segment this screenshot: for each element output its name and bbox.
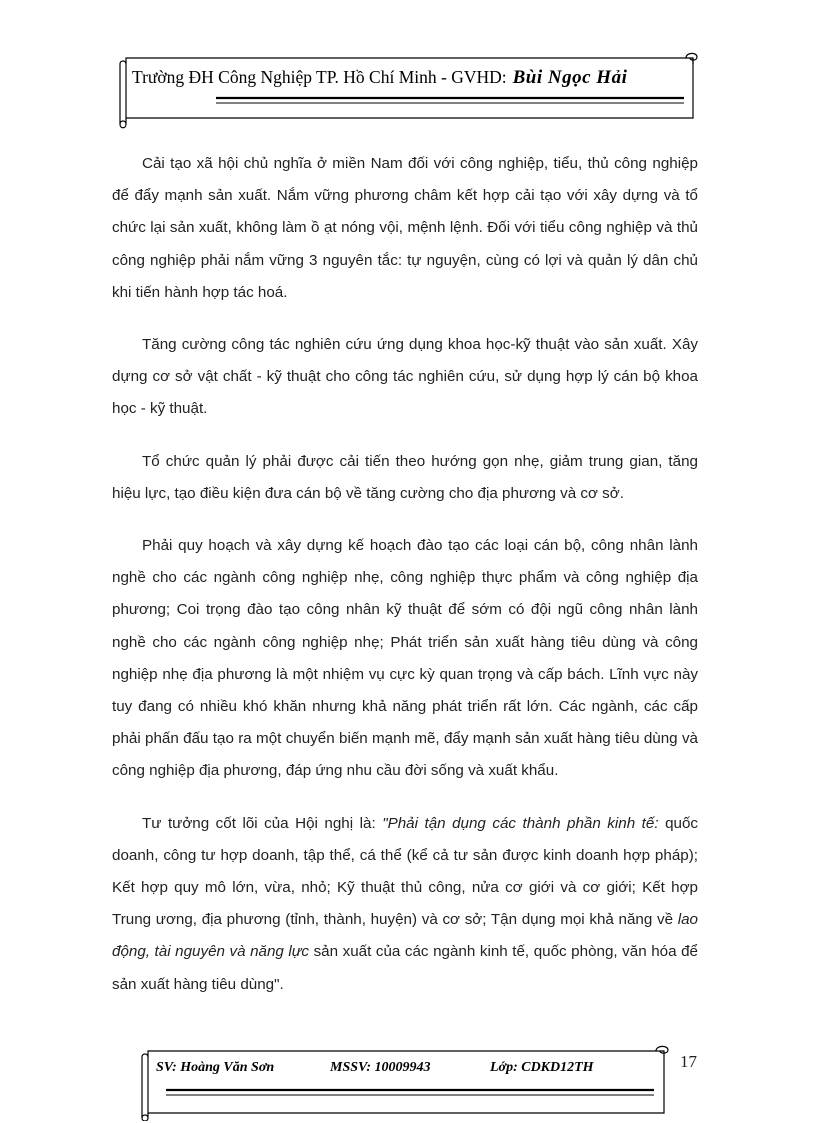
- body-text: [112, 148, 698, 1021]
- header-school: Trường ĐH Công Nghiệp TP. Hồ Chí Minh - GVHD: [132, 67, 502, 87]
- header-text: [132, 67, 627, 89]
- paragraph-4: Phải quy hoạch và xây dựng kế hoạch đào tạo các loại cán bộ, công nhân lành nghề cho các ngành công nghiệp nhẹ, công nghiệp thực phẩm và công nghiệp địa phương; Coi trọng đào tạo công nhân kỹ thuật để sớm có đội ngũ công nhân lành nghề cho các ngành công nghiệp nhẹ; Phát triển sản xuất hàng tiêu dùng và công nghiệp nhẹ địa phương là một nhiệm vụ cực kỳ quan trọng và cấp bách. Lĩnh vực này tuy đang có nhiều khó khăn nhưng khả năng phát triển rất lớn. Các ngành, các cấp phải phấn đấu tạo ra một chuyển biến mạnh mẽ, đẩy mạnh sản xuất hàng tiêu dùng và công nghiệp địa phương, đáp ứng nhu cầu đời sống và xuất khẩu.: [112, 537, 698, 780]
- paragraph-5: [112, 808, 698, 1001]
- footer-text: [156, 1060, 656, 1076]
- footer-banner: [140, 1043, 672, 1121]
- paragraph-5-end: sản xuất của các ngành kinh tế, quốc phòng, văn hóa để sản xuất hàng tiêu dùng".: [112, 943, 698, 993]
- page-number: 17: [680, 1052, 697, 1071]
- paragraph-3: Tổ chức quản lý phải được cải tiến theo hướng gọn nhẹ, giảm trung gian, tăng hiệu lực, tạo điều kiện đưa cán bộ về tăng cường cho địa phương và cơ sở.: [112, 452, 698, 502]
- paragraph-1: Cải tạo xã hội chủ nghĩa ở miền Nam đối với công nghiệp, tiểu, thủ công nghiệp để đẩy mạnh sản xuất. Nắm vững phương châm kết hợp cải tạo với xây dựng và tổ chức lại sản xuất, không làm ồ ạt nóng vội, mệnh lệnh. Đối với tiểu công nghiệp và thủ công nghiệp phải nắm vững 3 nguyên tắc: tự nguyện, cùng có lợi và quản lý dân chủ khi tiến hành hợp tác hoá.: [112, 155, 698, 301]
- paragraph-2: Tăng cường công tác nghiên cứu ứng dụng khoa học-kỹ thuật vào sản xuất. Xây dựng cơ sở vật chất - kỹ thuật cho công tác nghiên cứu, sử dụng hợp lý cán bộ khoa học - kỹ thuật.: [112, 336, 698, 418]
- header-scroll-frame: [118, 50, 700, 130]
- paragraph-5-emphasis: lao động, tài nguyên và năng lực: [112, 911, 698, 961]
- paragraph-5-lead: Tư tưởng cốt lõi của Hội nghị là:: [142, 814, 383, 832]
- header-banner: [118, 50, 700, 130]
- footer-student: SV: Hoàng Văn Sơn: [156, 1060, 275, 1075]
- header-separator: :: [501, 67, 507, 87]
- paragraph-5-quote: "Phải tận dụng các thành phần kinh tế:: [382, 814, 659, 832]
- footer-scroll-frame: [140, 1043, 672, 1121]
- paragraph-5-mid: quốc doanh, công tư hợp doanh, tập thể, cá thể (kể cả tư sản được kinh doanh hợp pháp); Kết hợp quy mô lớn, vừa, nhỏ; Kỹ thuật thủ công, nửa cơ giới và cơ giới; Kết hợp Trung ương, địa phương (tỉnh, thành, huyện) và cơ sở; Tận dụng mọi khả năng về: [112, 814, 698, 929]
- footer-student-id: MSSV: 10009943: [330, 1060, 431, 1075]
- footer-class: Lớp: CDKD12TH: [490, 1060, 594, 1075]
- header-instructor: Bùi Ngọc Hải: [512, 67, 628, 88]
